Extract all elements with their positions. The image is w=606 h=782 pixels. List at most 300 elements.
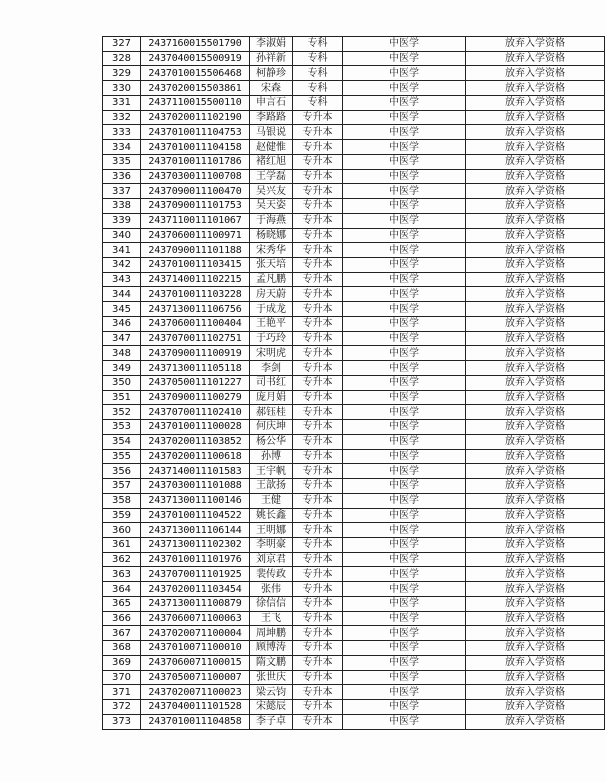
row-number-cell: 369 xyxy=(103,655,141,670)
student-name-cell: 孙祥新 xyxy=(250,51,293,66)
education-level-cell: 专升本 xyxy=(293,331,343,346)
candidate-id-cell: 2437020011102190 xyxy=(141,110,250,125)
table-row xyxy=(103,213,605,228)
candidate-id-cell: 2437040015500919 xyxy=(141,51,250,66)
status-cell: 放弃入学资格 xyxy=(466,66,605,81)
student-name-cell: 隋文鹏 xyxy=(250,655,293,670)
student-name-cell: 王飞 xyxy=(250,611,293,626)
major-cell: 中医学 xyxy=(343,37,466,52)
education-level-cell: 专升本 xyxy=(293,169,343,184)
student-name-cell: 梁云钧 xyxy=(250,685,293,700)
table-row xyxy=(103,110,605,125)
candidate-id-cell: 2437130011102302 xyxy=(141,537,250,552)
education-level-cell: 专升本 xyxy=(293,464,343,479)
major-cell: 中医学 xyxy=(343,493,466,508)
candidate-id-cell: 2437140011101583 xyxy=(141,464,250,479)
student-name-cell: 徐信信 xyxy=(250,596,293,611)
education-level-cell: 专科 xyxy=(293,51,343,66)
status-cell: 放弃入学资格 xyxy=(466,523,605,538)
status-cell: 放弃入学资格 xyxy=(466,37,605,52)
candidate-id-cell: 2437060011100404 xyxy=(141,316,250,331)
row-number-cell: 351 xyxy=(103,390,141,405)
major-cell: 中医学 xyxy=(343,567,466,582)
table-row xyxy=(103,479,605,494)
row-number-cell: 337 xyxy=(103,184,141,199)
table-row xyxy=(103,596,605,611)
student-name-cell: 周坤鹏 xyxy=(250,626,293,641)
candidate-id-cell: 2437070011102751 xyxy=(141,331,250,346)
education-level-cell: 专升本 xyxy=(293,449,343,464)
table-row xyxy=(103,700,605,715)
candidate-id-cell: 2437010011101976 xyxy=(141,552,250,567)
table-row xyxy=(103,243,605,258)
row-number-cell: 358 xyxy=(103,493,141,508)
status-cell: 放弃入学资格 xyxy=(466,405,605,420)
candidate-id-cell: 2437020071100023 xyxy=(141,685,250,700)
student-name-cell: 宋懿辰 xyxy=(250,700,293,715)
candidate-id-cell: 2437110011101067 xyxy=(141,213,250,228)
education-level-cell: 专升本 xyxy=(293,626,343,641)
status-cell: 放弃入学资格 xyxy=(466,567,605,582)
row-number-cell: 359 xyxy=(103,508,141,523)
education-level-cell: 专升本 xyxy=(293,287,343,302)
candidate-id-cell: 2437020011103454 xyxy=(141,582,250,597)
table-row xyxy=(103,95,605,110)
major-cell: 中医学 xyxy=(343,169,466,184)
student-name-cell: 宋秀华 xyxy=(250,243,293,258)
table-row xyxy=(103,449,605,464)
education-level-cell: 专升本 xyxy=(293,700,343,715)
status-cell: 放弃入学资格 xyxy=(466,184,605,199)
major-cell: 中医学 xyxy=(343,537,466,552)
candidate-id-cell: 2437090011100279 xyxy=(141,390,250,405)
status-cell: 放弃入学资格 xyxy=(466,331,605,346)
major-cell: 中医学 xyxy=(343,479,466,494)
education-level-cell: 专升本 xyxy=(293,258,343,273)
status-cell: 放弃入学资格 xyxy=(466,508,605,523)
student-name-cell: 郝钰桂 xyxy=(250,405,293,420)
candidate-id-cell: 2437110015500110 xyxy=(141,95,250,110)
table-row xyxy=(103,626,605,641)
row-number-cell: 338 xyxy=(103,199,141,214)
status-cell: 放弃入学资格 xyxy=(466,169,605,184)
row-number-cell: 362 xyxy=(103,552,141,567)
row-number-cell: 365 xyxy=(103,596,141,611)
table-body xyxy=(103,37,605,730)
education-level-cell: 专升本 xyxy=(293,228,343,243)
education-level-cell: 专升本 xyxy=(293,110,343,125)
status-cell: 放弃入学资格 xyxy=(466,258,605,273)
education-level-cell: 专科 xyxy=(293,95,343,110)
status-cell: 放弃入学资格 xyxy=(466,714,605,729)
student-name-cell: 吴天姿 xyxy=(250,199,293,214)
row-number-cell: 372 xyxy=(103,700,141,715)
status-cell: 放弃入学资格 xyxy=(466,655,605,670)
major-cell: 中医学 xyxy=(343,140,466,155)
status-cell: 放弃入学资格 xyxy=(466,154,605,169)
candidate-id-cell: 2437010011104158 xyxy=(141,140,250,155)
student-name-cell: 张世庆 xyxy=(250,670,293,685)
status-cell: 放弃入学资格 xyxy=(466,641,605,656)
student-name-cell: 王宇帆 xyxy=(250,464,293,479)
row-number-cell: 336 xyxy=(103,169,141,184)
student-name-cell: 张伟 xyxy=(250,582,293,597)
candidate-id-cell: 2437020011100618 xyxy=(141,449,250,464)
candidate-id-cell: 2437130011100879 xyxy=(141,596,250,611)
status-cell: 放弃入学资格 xyxy=(466,390,605,405)
major-cell: 中医学 xyxy=(343,154,466,169)
row-number-cell: 361 xyxy=(103,537,141,552)
major-cell: 中医学 xyxy=(343,552,466,567)
major-cell: 中医学 xyxy=(343,199,466,214)
row-number-cell: 347 xyxy=(103,331,141,346)
candidate-id-cell: 2437030011100708 xyxy=(141,169,250,184)
student-name-cell: 王艳平 xyxy=(250,316,293,331)
major-cell: 中医学 xyxy=(343,434,466,449)
major-cell: 中医学 xyxy=(343,641,466,656)
candidate-id-cell: 2437050011101227 xyxy=(141,375,250,390)
student-name-cell: 申言石 xyxy=(250,95,293,110)
student-name-cell: 裴传政 xyxy=(250,567,293,582)
row-number-cell: 333 xyxy=(103,125,141,140)
education-level-cell: 专升本 xyxy=(293,361,343,376)
education-level-cell: 专升本 xyxy=(293,685,343,700)
student-name-cell: 刘京君 xyxy=(250,552,293,567)
row-number-cell: 331 xyxy=(103,95,141,110)
education-level-cell: 专升本 xyxy=(293,375,343,390)
candidate-id-cell: 2437090011101188 xyxy=(141,243,250,258)
student-name-cell: 李淑娟 xyxy=(250,37,293,52)
row-number-cell: 346 xyxy=(103,316,141,331)
table-row xyxy=(103,154,605,169)
major-cell: 中医学 xyxy=(343,582,466,597)
candidate-id-cell: 2437010011104753 xyxy=(141,125,250,140)
row-number-cell: 335 xyxy=(103,154,141,169)
candidate-id-cell: 2437020071100004 xyxy=(141,626,250,641)
candidate-id-cell: 2437010015506468 xyxy=(141,66,250,81)
status-cell: 放弃入学资格 xyxy=(466,670,605,685)
major-cell: 中医学 xyxy=(343,523,466,538)
row-number-cell: 345 xyxy=(103,302,141,317)
table-row xyxy=(103,508,605,523)
table-row xyxy=(103,670,605,685)
status-cell: 放弃入学资格 xyxy=(466,685,605,700)
major-cell: 中医学 xyxy=(343,508,466,523)
major-cell: 中医学 xyxy=(343,110,466,125)
row-number-cell: 328 xyxy=(103,51,141,66)
major-cell: 中医学 xyxy=(343,51,466,66)
candidate-id-cell: 2437010011104522 xyxy=(141,508,250,523)
status-cell: 放弃入学资格 xyxy=(466,700,605,715)
education-level-cell: 专升本 xyxy=(293,199,343,214)
status-cell: 放弃入学资格 xyxy=(466,51,605,66)
table-row xyxy=(103,655,605,670)
student-name-cell: 何庆坤 xyxy=(250,420,293,435)
candidate-id-cell: 2437010011104858 xyxy=(141,714,250,729)
status-cell: 放弃入学资格 xyxy=(466,434,605,449)
table-row xyxy=(103,375,605,390)
status-cell: 放弃入学资格 xyxy=(466,272,605,287)
major-cell: 中医学 xyxy=(343,375,466,390)
status-cell: 放弃入学资格 xyxy=(466,228,605,243)
status-cell: 放弃入学资格 xyxy=(466,302,605,317)
student-name-cell: 孟凡鹏 xyxy=(250,272,293,287)
major-cell: 中医学 xyxy=(343,670,466,685)
major-cell: 中医学 xyxy=(343,331,466,346)
education-level-cell: 专升本 xyxy=(293,390,343,405)
table-row xyxy=(103,390,605,405)
education-level-cell: 专升本 xyxy=(293,125,343,140)
table-row xyxy=(103,582,605,597)
candidate-id-cell: 2437010011103415 xyxy=(141,258,250,273)
student-name-cell: 于海燕 xyxy=(250,213,293,228)
student-name-cell: 张天培 xyxy=(250,258,293,273)
education-level-cell: 专升本 xyxy=(293,493,343,508)
education-level-cell: 专升本 xyxy=(293,655,343,670)
education-level-cell: 专科 xyxy=(293,66,343,81)
education-level-cell: 专升本 xyxy=(293,714,343,729)
row-number-cell: 334 xyxy=(103,140,141,155)
major-cell: 中医学 xyxy=(343,700,466,715)
education-level-cell: 专升本 xyxy=(293,434,343,449)
table-row xyxy=(103,184,605,199)
status-cell: 放弃入学资格 xyxy=(466,287,605,302)
education-level-cell: 专升本 xyxy=(293,641,343,656)
candidate-id-cell: 2437060071100063 xyxy=(141,611,250,626)
major-cell: 中医学 xyxy=(343,464,466,479)
student-name-cell: 王学磊 xyxy=(250,169,293,184)
major-cell: 中医学 xyxy=(343,272,466,287)
table-row xyxy=(103,302,605,317)
major-cell: 中医学 xyxy=(343,243,466,258)
candidate-id-cell: 2437060071100015 xyxy=(141,655,250,670)
student-name-cell: 宋森 xyxy=(250,81,293,96)
education-level-cell: 专升本 xyxy=(293,611,343,626)
status-cell: 放弃入学资格 xyxy=(466,479,605,494)
status-cell: 放弃入学资格 xyxy=(466,611,605,626)
table-row xyxy=(103,685,605,700)
major-cell: 中医学 xyxy=(343,361,466,376)
table-row xyxy=(103,258,605,273)
candidate-id-cell: 2437040011101528 xyxy=(141,700,250,715)
candidate-id-cell: 2437130011106144 xyxy=(141,523,250,538)
education-level-cell: 专升本 xyxy=(293,552,343,567)
row-number-cell: 353 xyxy=(103,420,141,435)
candidate-id-cell: 2437030011101088 xyxy=(141,479,250,494)
table-row xyxy=(103,641,605,656)
major-cell: 中医学 xyxy=(343,390,466,405)
student-name-cell: 王明娜 xyxy=(250,523,293,538)
table-row xyxy=(103,331,605,346)
candidate-id-cell: 2437090011100919 xyxy=(141,346,250,361)
candidate-id-cell: 2437020015503861 xyxy=(141,81,250,96)
education-level-cell: 专科 xyxy=(293,81,343,96)
major-cell: 中医学 xyxy=(343,714,466,729)
row-number-cell: 354 xyxy=(103,434,141,449)
row-number-cell: 342 xyxy=(103,258,141,273)
row-number-cell: 364 xyxy=(103,582,141,597)
candidate-id-cell: 2437070011101925 xyxy=(141,567,250,582)
row-number-cell: 329 xyxy=(103,66,141,81)
status-cell: 放弃入学资格 xyxy=(466,626,605,641)
table-row xyxy=(103,66,605,81)
status-cell: 放弃入学资格 xyxy=(466,596,605,611)
row-number-cell: 373 xyxy=(103,714,141,729)
row-number-cell: 368 xyxy=(103,641,141,656)
major-cell: 中医学 xyxy=(343,66,466,81)
status-cell: 放弃入学资格 xyxy=(466,420,605,435)
student-name-cell: 柯静珍 xyxy=(250,66,293,81)
status-cell: 放弃入学资格 xyxy=(466,346,605,361)
major-cell: 中医学 xyxy=(343,316,466,331)
major-cell: 中医学 xyxy=(343,449,466,464)
table-row xyxy=(103,523,605,538)
table-row xyxy=(103,228,605,243)
student-name-cell: 杨公华 xyxy=(250,434,293,449)
table-row xyxy=(103,316,605,331)
candidate-id-cell: 2437130011100146 xyxy=(141,493,250,508)
row-number-cell: 327 xyxy=(103,37,141,52)
table-row xyxy=(103,567,605,582)
table-row xyxy=(103,287,605,302)
education-level-cell: 专升本 xyxy=(293,184,343,199)
student-name-cell: 顾博涛 xyxy=(250,641,293,656)
status-cell: 放弃入学资格 xyxy=(466,464,605,479)
major-cell: 中医学 xyxy=(343,287,466,302)
row-number-cell: 371 xyxy=(103,685,141,700)
status-cell: 放弃入学资格 xyxy=(466,361,605,376)
education-level-cell: 专升本 xyxy=(293,405,343,420)
row-number-cell: 344 xyxy=(103,287,141,302)
status-cell: 放弃入学资格 xyxy=(466,95,605,110)
education-level-cell: 专升本 xyxy=(293,479,343,494)
status-cell: 放弃入学资格 xyxy=(466,110,605,125)
education-level-cell: 专升本 xyxy=(293,508,343,523)
student-name-cell: 于巧玲 xyxy=(250,331,293,346)
status-cell: 放弃入学资格 xyxy=(466,81,605,96)
education-level-cell: 专升本 xyxy=(293,243,343,258)
table-row xyxy=(103,140,605,155)
row-number-cell: 349 xyxy=(103,361,141,376)
major-cell: 中医学 xyxy=(343,302,466,317)
student-name-cell: 孙博 xyxy=(250,449,293,464)
education-level-cell: 专科 xyxy=(293,37,343,52)
major-cell: 中医学 xyxy=(343,420,466,435)
candidate-id-cell: 2437010011101786 xyxy=(141,154,250,169)
table-row xyxy=(103,346,605,361)
candidate-id-cell: 2437130011106756 xyxy=(141,302,250,317)
student-name-cell: 吴兴友 xyxy=(250,184,293,199)
row-number-cell: 367 xyxy=(103,626,141,641)
education-level-cell: 专升本 xyxy=(293,582,343,597)
student-name-cell: 赵健惟 xyxy=(250,140,293,155)
table-row xyxy=(103,51,605,66)
row-number-cell: 356 xyxy=(103,464,141,479)
status-cell: 放弃入学资格 xyxy=(466,125,605,140)
table-row xyxy=(103,125,605,140)
major-cell: 中医学 xyxy=(343,184,466,199)
table-row xyxy=(103,199,605,214)
row-number-cell: 360 xyxy=(103,523,141,538)
row-number-cell: 340 xyxy=(103,228,141,243)
table-row xyxy=(103,37,605,52)
major-cell: 中医学 xyxy=(343,228,466,243)
major-cell: 中医学 xyxy=(343,626,466,641)
education-level-cell: 专升本 xyxy=(293,213,343,228)
student-name-cell: 姚长鑫 xyxy=(250,508,293,523)
student-name-cell: 司书红 xyxy=(250,375,293,390)
status-cell: 放弃入学资格 xyxy=(466,537,605,552)
student-name-cell: 庞月娟 xyxy=(250,390,293,405)
table-row xyxy=(103,464,605,479)
candidate-id-cell: 2437070011102410 xyxy=(141,405,250,420)
student-name-cell: 宋明虎 xyxy=(250,346,293,361)
row-number-cell: 366 xyxy=(103,611,141,626)
status-cell: 放弃入学资格 xyxy=(466,213,605,228)
student-name-cell: 李明豪 xyxy=(250,537,293,552)
status-cell: 放弃入学资格 xyxy=(466,552,605,567)
row-number-cell: 348 xyxy=(103,346,141,361)
major-cell: 中医学 xyxy=(343,258,466,273)
table-row xyxy=(103,493,605,508)
row-number-cell: 363 xyxy=(103,567,141,582)
student-name-cell: 李子卓 xyxy=(250,714,293,729)
row-number-cell: 350 xyxy=(103,375,141,390)
row-number-cell: 355 xyxy=(103,449,141,464)
table-row xyxy=(103,552,605,567)
candidate-id-cell: 2437020011103852 xyxy=(141,434,250,449)
student-name-cell: 于成龙 xyxy=(250,302,293,317)
education-level-cell: 专升本 xyxy=(293,596,343,611)
major-cell: 中医学 xyxy=(343,405,466,420)
status-cell: 放弃入学资格 xyxy=(466,582,605,597)
education-level-cell: 专升本 xyxy=(293,670,343,685)
education-level-cell: 专升本 xyxy=(293,154,343,169)
candidate-id-cell: 2437090011101753 xyxy=(141,199,250,214)
status-cell: 放弃入学资格 xyxy=(466,243,605,258)
status-cell: 放弃入学资格 xyxy=(466,449,605,464)
status-cell: 放弃入学资格 xyxy=(466,140,605,155)
education-level-cell: 专升本 xyxy=(293,420,343,435)
row-number-cell: 341 xyxy=(103,243,141,258)
student-name-cell: 房天蔚 xyxy=(250,287,293,302)
status-cell: 放弃入学资格 xyxy=(466,199,605,214)
candidate-id-cell: 2437010071100010 xyxy=(141,641,250,656)
candidate-id-cell: 2437160015501790 xyxy=(141,37,250,52)
row-number-cell: 339 xyxy=(103,213,141,228)
table-row xyxy=(103,420,605,435)
major-cell: 中医学 xyxy=(343,125,466,140)
student-name-cell: 王健 xyxy=(250,493,293,508)
candidate-id-cell: 2437090011100470 xyxy=(141,184,250,199)
row-number-cell: 352 xyxy=(103,405,141,420)
student-name-cell: 李路路 xyxy=(250,110,293,125)
status-cell: 放弃入学资格 xyxy=(466,316,605,331)
student-name-cell: 褚红旭 xyxy=(250,154,293,169)
candidate-id-cell: 2437060011100971 xyxy=(141,228,250,243)
table-row xyxy=(103,169,605,184)
major-cell: 中医学 xyxy=(343,685,466,700)
table-row xyxy=(103,405,605,420)
table-row xyxy=(103,361,605,376)
education-level-cell: 专升本 xyxy=(293,316,343,331)
major-cell: 中医学 xyxy=(343,611,466,626)
candidate-id-cell: 2437050071100007 xyxy=(141,670,250,685)
table-row xyxy=(103,272,605,287)
education-level-cell: 专升本 xyxy=(293,537,343,552)
major-cell: 中医学 xyxy=(343,95,466,110)
education-level-cell: 专升本 xyxy=(293,302,343,317)
